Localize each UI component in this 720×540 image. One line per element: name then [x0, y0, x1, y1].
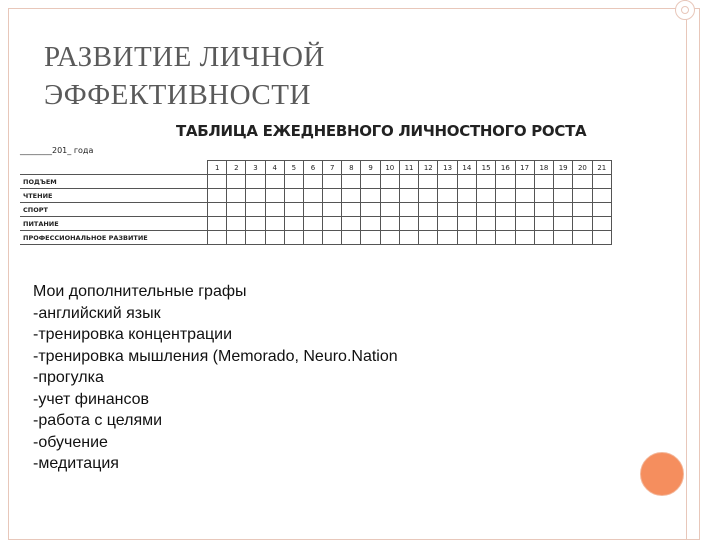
grid-cell	[554, 175, 573, 189]
grid-cell	[208, 217, 227, 231]
grid-cell	[284, 231, 303, 245]
grid-cell	[515, 203, 534, 217]
grid-cell	[342, 231, 361, 245]
grid-cell	[554, 203, 573, 217]
grid-cell	[361, 231, 380, 245]
day-header-cell: 14	[457, 161, 476, 175]
grid-cell	[419, 189, 438, 203]
day-header-cell: 17	[515, 161, 534, 175]
day-header-cell: 15	[476, 161, 495, 175]
grid-cell	[534, 203, 553, 217]
grid-cell	[342, 175, 361, 189]
grid-cell	[554, 231, 573, 245]
day-header-cell: 3	[246, 161, 265, 175]
grid-cell	[592, 203, 611, 217]
grid-cell	[265, 175, 284, 189]
grid-cell	[476, 203, 495, 217]
row-label: ПРОФЕССИОНАЛЬНОЕ РАЗВИТИЕ	[20, 231, 208, 245]
grid-cell	[380, 175, 399, 189]
grid-cell	[361, 217, 380, 231]
grid-cell	[419, 217, 438, 231]
grid-cell	[227, 175, 246, 189]
grid-cell	[554, 217, 573, 231]
slide-title	[44, 38, 444, 114]
grid-cell	[496, 203, 515, 217]
grid-cell	[284, 189, 303, 203]
grid-cell	[246, 203, 265, 217]
grid-cell	[323, 231, 342, 245]
day-header-cell: 1	[208, 161, 227, 175]
grid-cell	[457, 189, 476, 203]
grid-cell	[438, 189, 457, 203]
grid-cell	[496, 189, 515, 203]
list-item: -английский язык	[33, 304, 161, 322]
grid-cell	[457, 175, 476, 189]
grid-cell	[592, 231, 611, 245]
day-header-cell: 18	[534, 161, 553, 175]
grid-cell	[323, 203, 342, 217]
list-item: -медитация	[33, 455, 119, 472]
grid-cell	[476, 189, 495, 203]
grid-cell	[554, 189, 573, 203]
day-header-cell: 8	[342, 161, 361, 175]
grid-cell	[457, 217, 476, 231]
row-label: ПОДЪЕМ	[20, 175, 208, 189]
grid-cell	[515, 231, 534, 245]
grid-cell	[361, 203, 380, 217]
grid-cell	[342, 203, 361, 217]
grid-cell	[515, 175, 534, 189]
grid-cell	[399, 175, 418, 189]
grid-cell	[323, 175, 342, 189]
day-header-cell: 7	[323, 161, 342, 175]
grid-cell	[227, 231, 246, 245]
grid-cell	[208, 189, 227, 203]
grid-cell	[265, 203, 284, 217]
grid-cell	[227, 217, 246, 231]
day-header-cell: 20	[573, 161, 592, 175]
grid-cell	[265, 217, 284, 231]
title-line-1: РАЗВИТИЕ ЛИЧНОЙ	[44, 41, 325, 73]
grid-cell	[419, 203, 438, 217]
grid-cell	[592, 189, 611, 203]
grid-cell	[457, 203, 476, 217]
table-caption: ТАБЛИЦА ЕЖЕДНЕВНОГО ЛИЧНОСТНОГО РОСТА	[176, 122, 587, 140]
day-header-cell: 13	[438, 161, 457, 175]
table-row	[20, 189, 612, 203]
year-line: ________201_ года	[20, 146, 94, 155]
day-header-cell: 5	[284, 161, 303, 175]
table-row	[20, 203, 612, 217]
grid-cell	[534, 175, 553, 189]
grid-cell	[227, 189, 246, 203]
grid-cell	[476, 175, 495, 189]
grid-cell	[476, 217, 495, 231]
grid-cell	[496, 217, 515, 231]
grid-cell	[573, 217, 592, 231]
grid-cell	[380, 189, 399, 203]
table-row	[20, 231, 612, 245]
grid-cell	[265, 189, 284, 203]
day-header-cell: 16	[496, 161, 515, 175]
day-header-cell: 2	[227, 161, 246, 175]
day-header-cell: 21	[592, 161, 611, 175]
grid-cell	[342, 217, 361, 231]
grid-cell	[534, 189, 553, 203]
list-item: -работа с целями	[33, 412, 163, 429]
grid-cell	[303, 231, 322, 245]
grid-cell	[361, 175, 380, 189]
grid-cell	[284, 203, 303, 217]
day-header-cell: 12	[419, 161, 438, 175]
grid-cell	[592, 175, 611, 189]
orange-circle-icon	[640, 452, 684, 496]
notes-heading: Мои дополнительные графы	[33, 283, 247, 300]
grid-cell	[399, 203, 418, 217]
list-item: -обучение	[33, 433, 108, 451]
grid-cell	[208, 175, 227, 189]
day-header-cell: 9	[361, 161, 380, 175]
notes-list	[33, 281, 398, 475]
grid-cell	[438, 217, 457, 231]
grid-cell	[457, 231, 476, 245]
grid-cell	[399, 231, 418, 245]
grid-cell	[380, 217, 399, 231]
grid-cell	[208, 231, 227, 245]
decorative-rule	[686, 0, 687, 540]
grid-cell	[438, 175, 457, 189]
grid-cell	[534, 231, 553, 245]
title-line-2: ЭФФЕКТИВНОСТИ	[44, 79, 311, 111]
row-label: ЧТЕНИЕ	[20, 189, 208, 203]
grid-cell	[303, 189, 322, 203]
grid-cell	[496, 175, 515, 189]
grid-cell	[342, 189, 361, 203]
list-item: -тренировка концентрации	[33, 326, 233, 343]
grid-header-row	[20, 161, 612, 175]
grid-cell	[284, 175, 303, 189]
list-item: -тренировка мышления (Memorado, Neuro.Nation	[33, 347, 398, 365]
list-item: -прогулка	[33, 369, 104, 386]
grid-cell	[496, 231, 515, 245]
grid-cell	[438, 203, 457, 217]
table-row	[20, 175, 612, 189]
grid-cell	[303, 203, 322, 217]
grid-cell	[399, 189, 418, 203]
day-header-cell: 19	[554, 161, 573, 175]
grid-cell	[592, 217, 611, 231]
grid-cell	[515, 189, 534, 203]
row-label: ПИТАНИЕ	[20, 217, 208, 231]
grid-cell	[227, 203, 246, 217]
day-header-cell: 10	[380, 161, 399, 175]
table-row	[20, 217, 612, 231]
decorative-ring-icon	[675, 0, 695, 20]
grid-cell	[303, 217, 322, 231]
tracking-table-image	[14, 118, 612, 268]
grid-cell	[208, 203, 227, 217]
grid-cell	[573, 189, 592, 203]
grid-cell	[303, 175, 322, 189]
grid-cell	[438, 231, 457, 245]
grid-cell	[573, 175, 592, 189]
row-label: СПОРТ	[20, 203, 208, 217]
tracking-grid	[20, 160, 612, 245]
grid-cell	[284, 217, 303, 231]
grid-cell	[323, 217, 342, 231]
list-item: -учет финансов	[33, 390, 150, 408]
day-header-cell: 11	[399, 161, 418, 175]
day-header-cell: 6	[303, 161, 322, 175]
grid-cell	[246, 217, 265, 231]
grid-cell	[534, 217, 553, 231]
grid-cell	[323, 189, 342, 203]
day-header-cell: 4	[265, 161, 284, 175]
grid-cell	[361, 189, 380, 203]
grid-cell	[476, 231, 495, 245]
grid-cell	[515, 217, 534, 231]
grid-cell	[380, 231, 399, 245]
grid-corner-cell	[20, 161, 208, 175]
grid-cell	[380, 203, 399, 217]
grid-cell	[246, 175, 265, 189]
grid-cell	[246, 189, 265, 203]
grid-cell	[399, 217, 418, 231]
grid-cell	[573, 231, 592, 245]
grid-cell	[573, 203, 592, 217]
grid-cell	[246, 231, 265, 245]
grid-cell	[419, 231, 438, 245]
grid-cell	[419, 175, 438, 189]
grid-cell	[265, 231, 284, 245]
